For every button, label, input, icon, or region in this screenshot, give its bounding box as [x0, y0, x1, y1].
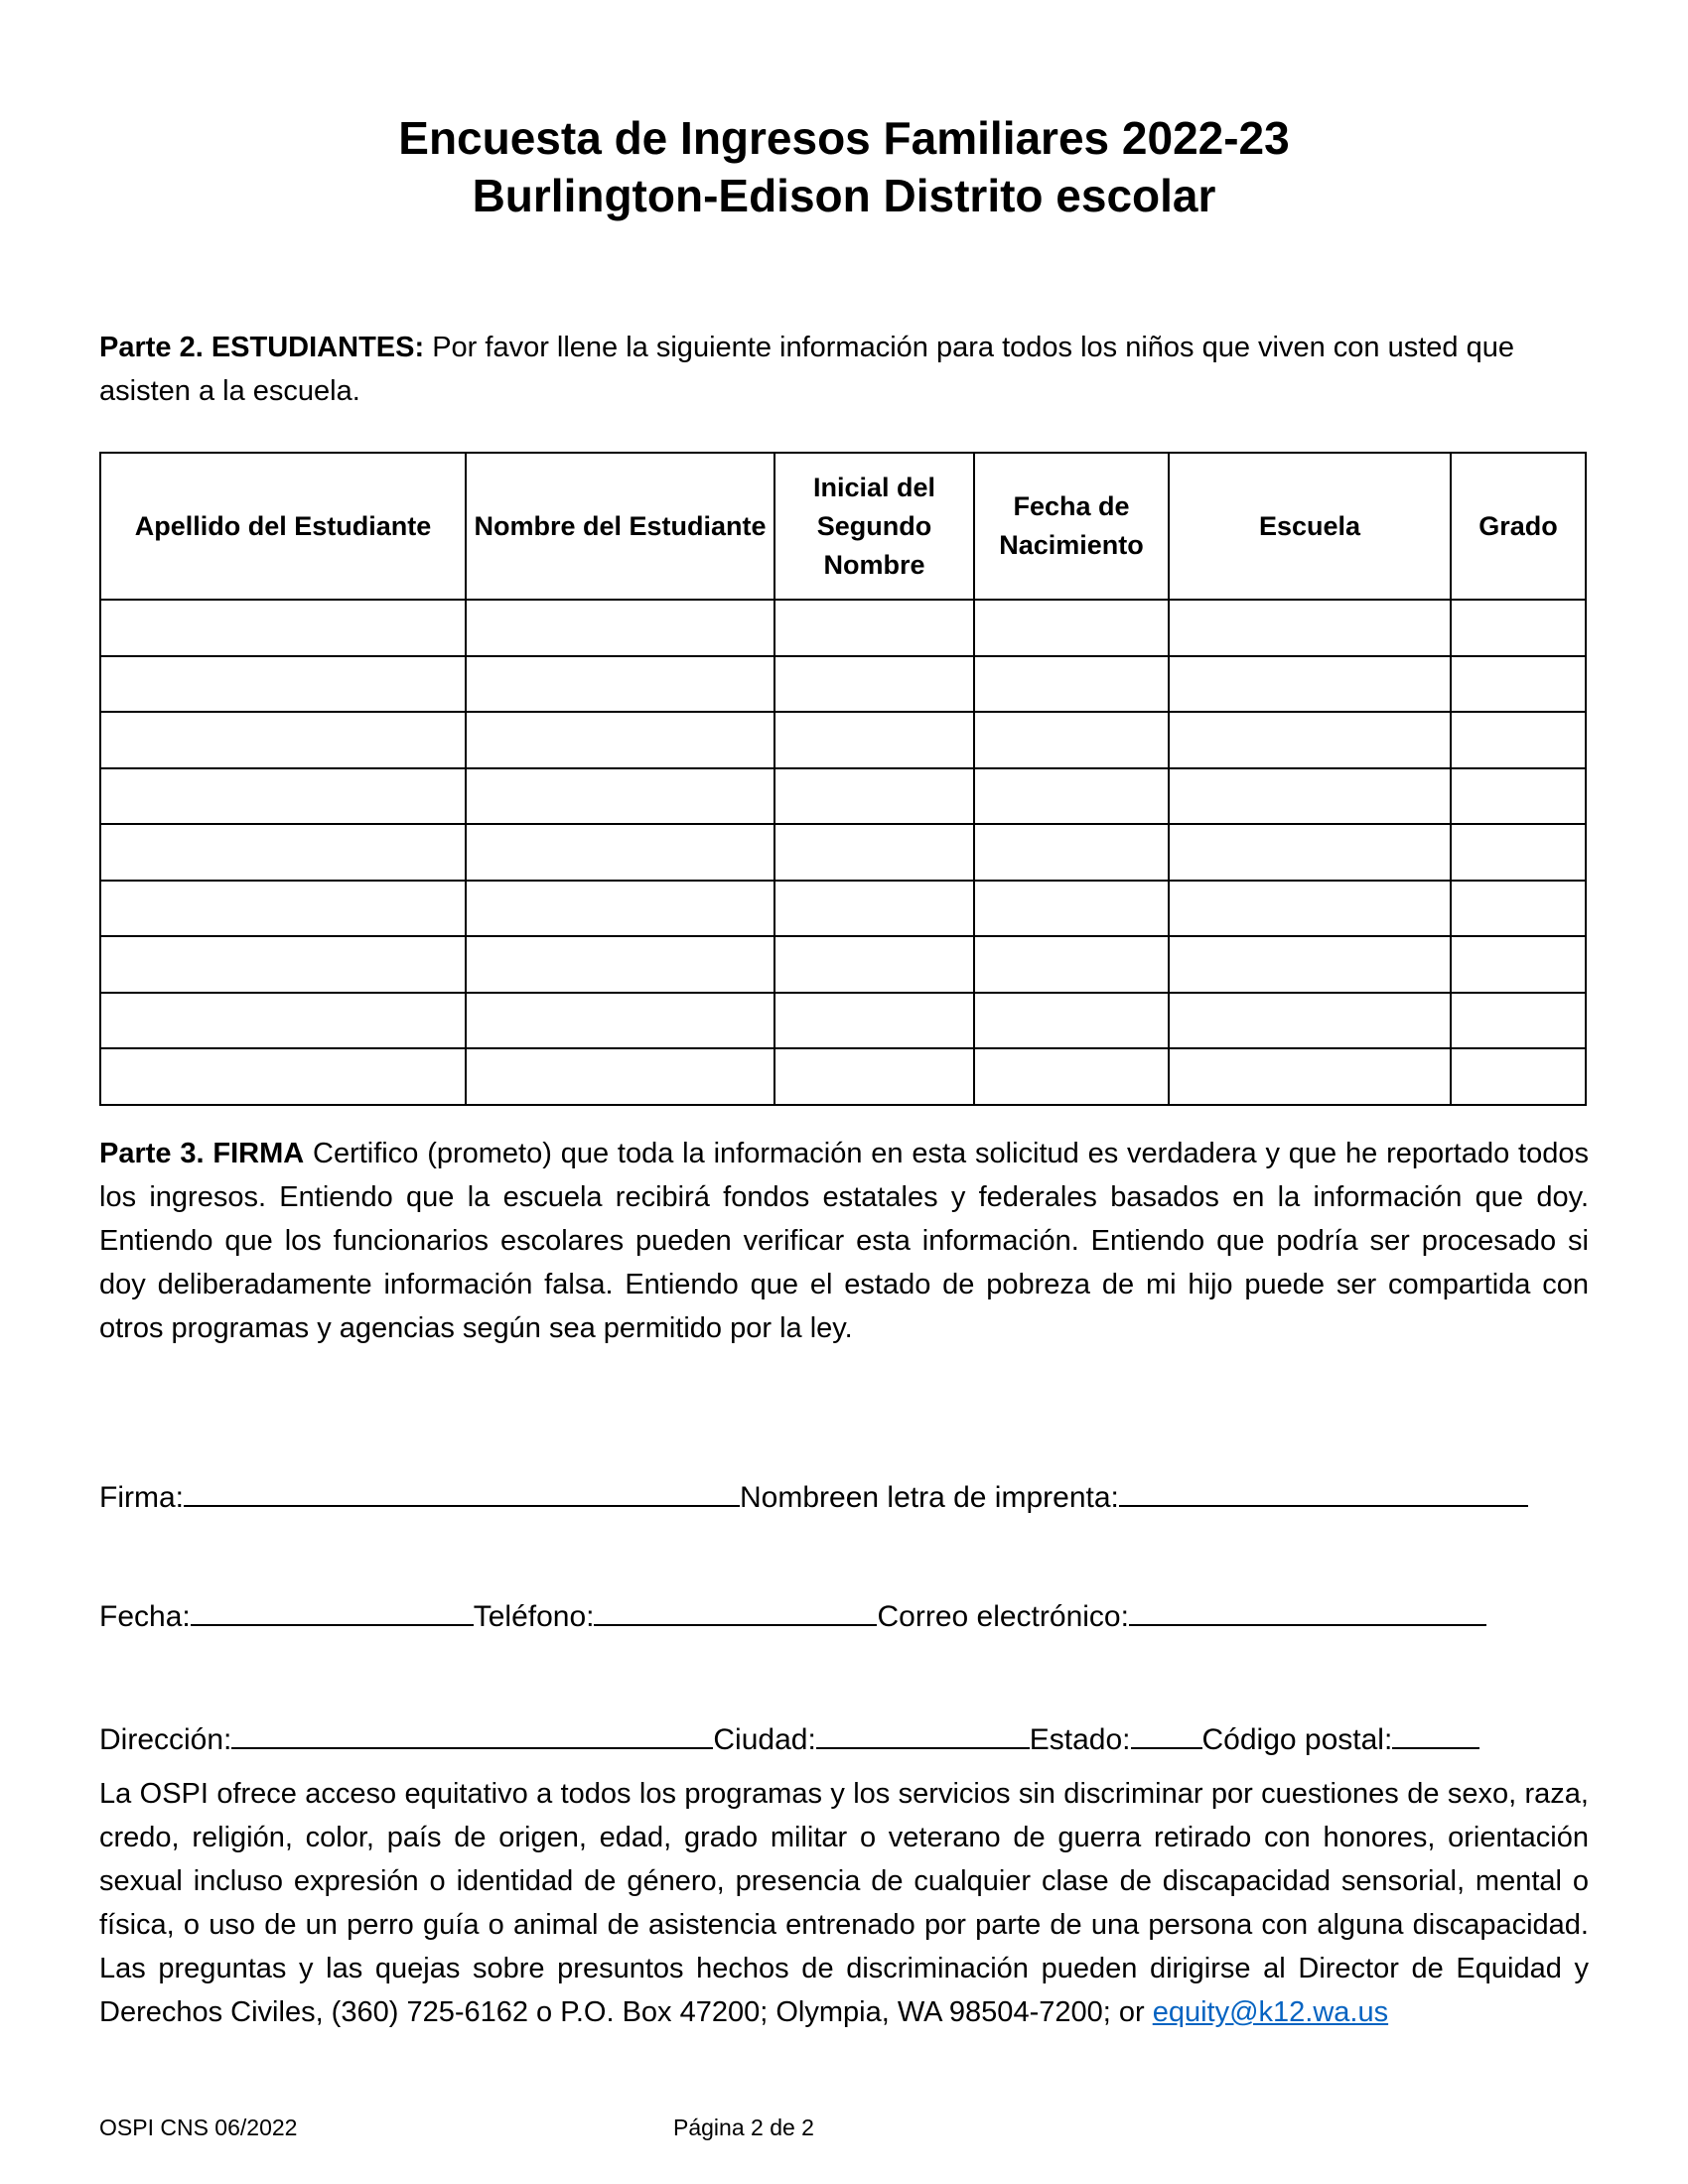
table-cell[interactable] [774, 600, 974, 656]
part3-text: Certifico (prometo) que toda la información en esta solicitud es verdadera y que he reportado todos los ingresos. Entiendo que la escuela recibirá fondos estatales y federales basados en la información que doy. Entiendo que los funcionarios escolares pueden verificar esta información. Entiendo que podría ser procesado si doy deliberadamente información falsa. Entiendo que el estado de pobreza de mi hijo puede ser compartida con otros programas y agencias según sea permitido por la ley. [99, 1138, 1589, 1344]
table-cell[interactable] [466, 824, 774, 881]
table-cell[interactable] [100, 768, 466, 825]
table-cell[interactable] [774, 936, 974, 993]
ciudad-label: Ciudad: [713, 1723, 816, 1756]
postal-label: Código postal: [1201, 1723, 1393, 1756]
table-cell[interactable] [100, 712, 466, 768]
firma-label: Firma: [99, 1481, 184, 1514]
part2-heading: Parte 2. ESTUDIANTES: [99, 332, 425, 363]
page-title [99, 109, 1589, 224]
footer-form-code: OSPI CNS 06/2022 [99, 2115, 298, 2140]
table-cell[interactable] [774, 993, 974, 1049]
table-cell[interactable] [974, 881, 1169, 937]
estado-field[interactable] [1131, 1719, 1202, 1749]
table-row [100, 881, 1586, 937]
table-cell[interactable] [466, 1048, 774, 1105]
firma-field[interactable] [184, 1477, 740, 1507]
table-cell[interactable] [774, 656, 974, 713]
title-line-1: Encuesta de Ingresos Familiares 2022-23 [398, 112, 1290, 164]
table-cell[interactable] [974, 712, 1169, 768]
table-row [100, 824, 1586, 881]
signature-line [99, 1477, 1589, 1518]
table-header-row [100, 453, 1586, 600]
table-cell[interactable] [1169, 656, 1451, 713]
nombre-label: Nombreen letra de imprenta: [740, 1481, 1119, 1514]
correo-label: Correo electrónico: [877, 1600, 1129, 1633]
table-cell[interactable] [1451, 712, 1586, 768]
fecha-field[interactable] [191, 1596, 474, 1626]
column-header: Fecha de Nacimiento [974, 453, 1169, 600]
contact-line [99, 1596, 1589, 1637]
table-cell[interactable] [974, 768, 1169, 825]
students-table-body [100, 600, 1586, 1105]
table-cell[interactable] [466, 881, 774, 937]
table-cell[interactable] [466, 768, 774, 825]
table-cell[interactable] [974, 600, 1169, 656]
table-cell[interactable] [1169, 936, 1451, 993]
table-cell[interactable] [1169, 712, 1451, 768]
fecha-label: Fecha: [99, 1600, 191, 1633]
table-cell[interactable] [100, 600, 466, 656]
table-row [100, 656, 1586, 713]
table-cell[interactable] [1451, 600, 1586, 656]
table-cell[interactable] [100, 824, 466, 881]
table-cell[interactable] [100, 1048, 466, 1105]
table-cell[interactable] [466, 936, 774, 993]
table-cell[interactable] [774, 768, 974, 825]
equity-email-link[interactable]: equity@k12.wa.us [1152, 1996, 1389, 2028]
address-line [99, 1719, 1589, 1760]
table-cell[interactable] [1451, 768, 1586, 825]
table-cell[interactable] [1169, 824, 1451, 881]
column-header: Escuela [1169, 453, 1451, 600]
table-row [100, 600, 1586, 656]
table-cell[interactable] [974, 993, 1169, 1049]
table-cell[interactable] [100, 936, 466, 993]
table-cell[interactable] [466, 600, 774, 656]
table-cell[interactable] [774, 712, 974, 768]
table-cell[interactable] [100, 881, 466, 937]
table-cell[interactable] [974, 656, 1169, 713]
telefono-field[interactable] [594, 1596, 877, 1626]
ciudad-field[interactable] [816, 1719, 1030, 1749]
part3-certification [99, 1132, 1589, 1350]
direccion-field[interactable] [231, 1719, 713, 1749]
column-header: Apellido del Estudiante [100, 453, 466, 600]
table-cell[interactable] [774, 1048, 974, 1105]
part2-instructions [99, 326, 1589, 413]
part3-heading: Parte 3. FIRMA [99, 1138, 305, 1169]
table-row [100, 1048, 1586, 1105]
table-cell[interactable] [774, 824, 974, 881]
table-cell[interactable] [1169, 768, 1451, 825]
table-cell[interactable] [1451, 936, 1586, 993]
table-row [100, 712, 1586, 768]
table-cell[interactable] [1451, 993, 1586, 1049]
column-header: Inicial del Segundo Nombre [774, 453, 974, 600]
table-row [100, 993, 1586, 1049]
table-cell[interactable] [1451, 1048, 1586, 1105]
students-table [99, 452, 1587, 1106]
nombre-field[interactable] [1119, 1477, 1528, 1507]
table-cell[interactable] [466, 656, 774, 713]
eeo-text: La OSPI ofrece acceso equitativo a todos los programas y los servicios sin discriminar por cuestiones de sexo, raza, credo, religión, color, país de origen, edad, grado militar o veterano de guerra retirado con honores, orientación sexual incluso expresión o identidad de género, presencia de cualquier clase de discapacidad sensorial, mental o física, o uso de un perro guía o animal de asistencia entrenado por parte de una persona con alguna discapacidad. Las preguntas y las quejas sobre presuntos hechos de discriminación pueden dirigirse al Director de Equidad y Derechos Civiles, (360) 725-6162 o P.O. Box 47200; Olympia, WA 98504-7200; or [99, 1778, 1589, 2028]
telefono-label: Teléfono: [473, 1600, 595, 1633]
table-cell[interactable] [1169, 1048, 1451, 1105]
table-cell[interactable] [466, 993, 774, 1049]
table-cell[interactable] [1451, 656, 1586, 713]
table-row [100, 936, 1586, 993]
table-cell[interactable] [774, 881, 974, 937]
table-cell[interactable] [1169, 993, 1451, 1049]
table-cell[interactable] [100, 993, 466, 1049]
nondiscrimination-statement [99, 1772, 1589, 2034]
table-cell[interactable] [974, 1048, 1169, 1105]
postal-field[interactable] [1392, 1719, 1479, 1749]
correo-field[interactable] [1129, 1596, 1486, 1626]
table-cell[interactable] [466, 712, 774, 768]
direccion-label: Dirección: [99, 1723, 232, 1756]
table-cell[interactable] [974, 936, 1169, 993]
table-row [100, 768, 1586, 825]
table-cell[interactable] [974, 824, 1169, 881]
column-header: Nombre del Estudiante [466, 453, 774, 600]
table-cell[interactable] [1451, 824, 1586, 881]
table-cell[interactable] [1451, 881, 1586, 937]
footer-page-number: Página 2 de 2 [673, 2115, 814, 2140]
table-cell[interactable] [1169, 881, 1451, 937]
column-header: Grado [1451, 453, 1586, 600]
title-line-2: Burlington-Edison Distrito escolar [472, 170, 1216, 221]
table-cell[interactable] [100, 656, 466, 713]
part2-text: Por favor llene la siguiente información para todos los niños que viven con usted que asisten a la escuela. [99, 332, 1514, 407]
estado-label: Estado: [1029, 1723, 1131, 1756]
table-cell[interactable] [1169, 600, 1451, 656]
